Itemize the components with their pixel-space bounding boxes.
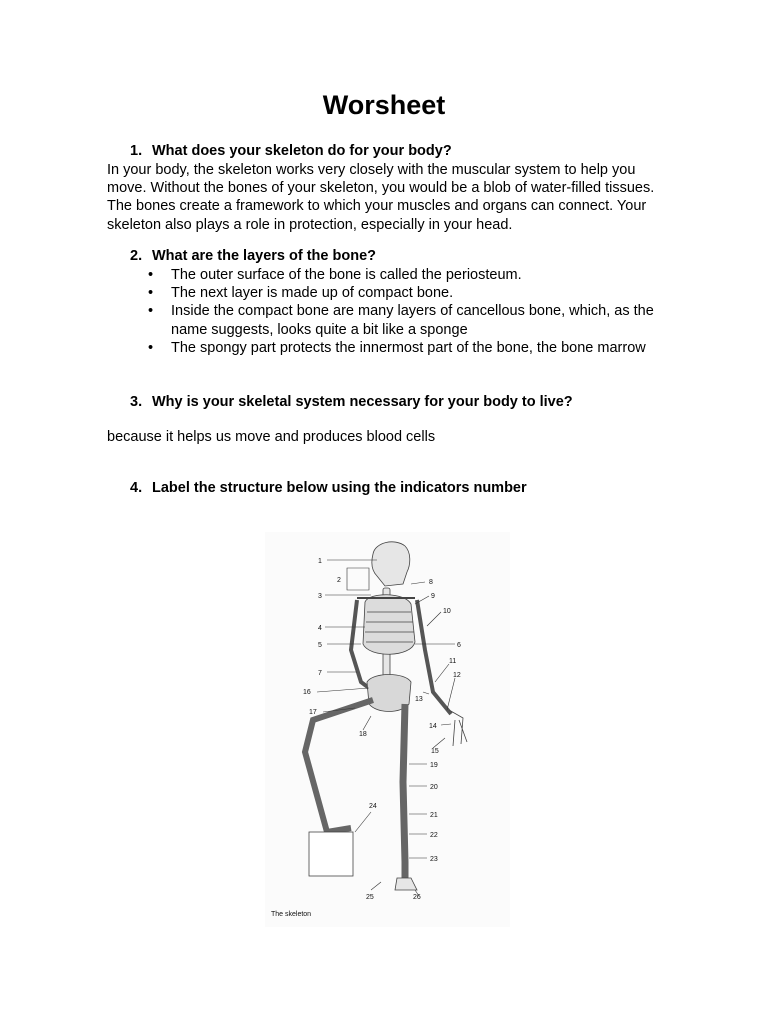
indicator-label: 10 xyxy=(443,608,451,615)
indicator-label: 24 xyxy=(369,803,377,810)
indicator-label: 15 xyxy=(431,748,439,755)
indicator-label: 13 xyxy=(415,696,423,703)
list-item: • The outer surface of the bone is called the periosteum. xyxy=(148,267,522,283)
indicator-label: 3 xyxy=(318,593,322,600)
list-item: • The next layer is made up of compact bone. xyxy=(148,285,454,302)
list-item: • Inside the compact bone are many layers of cancellous bone, which, as the name suggests, looks quite a bit like a sponge xyxy=(148,303,654,338)
indicator-label: 19 xyxy=(430,762,438,769)
figure-caption: The skeleton xyxy=(271,911,312,918)
skeleton-figure xyxy=(265,532,510,927)
question-number: 1. xyxy=(130,143,143,159)
indicator-label: 2 xyxy=(337,577,341,584)
indicator-label: 26 xyxy=(413,894,421,901)
question-number: 2. xyxy=(130,248,143,264)
indicator-label: 1 xyxy=(318,558,322,565)
bullet-icon: • xyxy=(148,303,154,320)
indicator-label: 7 xyxy=(318,670,322,677)
bone-layers-list xyxy=(148,266,658,357)
bullet-icon: • xyxy=(148,267,154,283)
indicator-label: 25 xyxy=(366,894,374,901)
question-text: What does your skeleton do for your body? xyxy=(152,143,452,159)
indicator-label: 20 xyxy=(430,784,438,791)
question-number: 4. xyxy=(130,480,143,496)
indicator-label: 6 xyxy=(457,642,461,649)
indicator-label: 5 xyxy=(318,642,322,649)
indicator-label: 18 xyxy=(359,731,367,738)
indicator-label: 16 xyxy=(303,689,311,696)
indicator-label: 23 xyxy=(430,856,438,863)
indicator-label: 21 xyxy=(430,812,438,819)
indicator-label: 4 xyxy=(318,625,322,632)
indicator-label: 22 xyxy=(430,832,438,839)
skeleton-diagram xyxy=(265,532,510,927)
question-number: 3. xyxy=(130,394,143,410)
question-text: Why is your skeletal system necessary for your body to live? xyxy=(152,394,573,410)
indicator-label: 9 xyxy=(431,593,435,600)
indicator-label: 17 xyxy=(309,709,317,716)
skeleton-bones xyxy=(305,542,467,890)
bullet-icon: • xyxy=(148,339,154,356)
bullet-icon: • xyxy=(148,285,154,302)
answer-1: In your body, the skeleton works very closely with the muscular system to help you move. Without the bones of your skeleton, you would be a blob of water-filled tissues. The bones create a framework to which your muscles and organs can connect. Your skeleton also plays a role in protection, especially in your head. xyxy=(107,162,655,233)
answer-3: because it helps us move and produces blood cells xyxy=(107,429,436,445)
list-item: • The spongy part protects the innermost part of the bone, the bone marrow xyxy=(148,339,646,356)
question-text: What are the layers of the bone? xyxy=(152,248,376,264)
indicator-label: 8 xyxy=(429,579,433,586)
indicator-label: 11 xyxy=(449,658,457,665)
indicator-label: 14 xyxy=(429,723,437,730)
indicator-label: 12 xyxy=(453,672,461,679)
page-title: Worsheet xyxy=(322,90,446,120)
question-text: Label the structure below using the indicators number xyxy=(152,480,527,496)
